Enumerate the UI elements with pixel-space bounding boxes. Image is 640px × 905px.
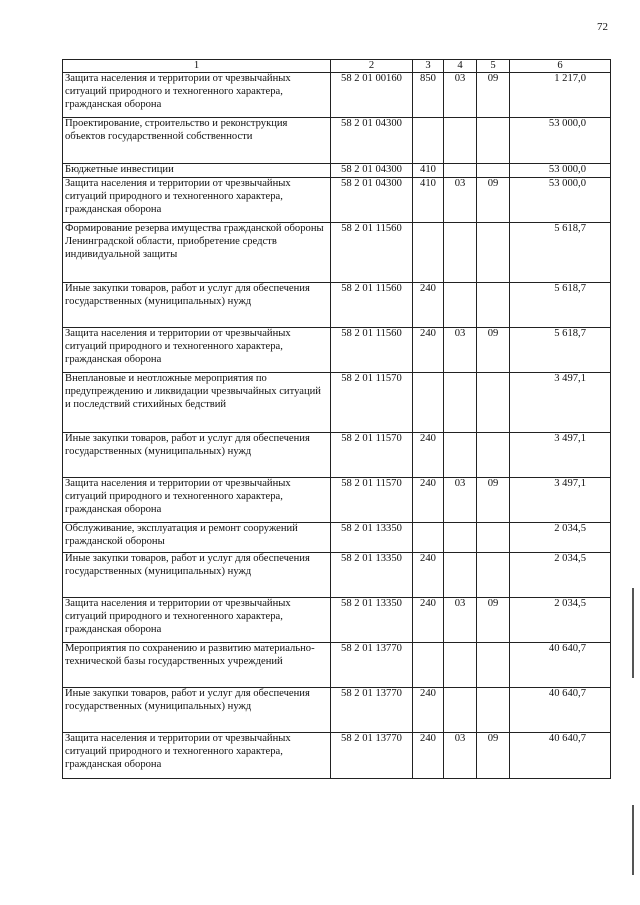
row-vr: 240 bbox=[413, 552, 444, 597]
header-col-5: 5 bbox=[477, 60, 510, 73]
row-rz: 03 bbox=[444, 327, 477, 372]
row-pr bbox=[477, 687, 510, 732]
row-pr bbox=[477, 222, 510, 282]
row-amount: 2 034,5 bbox=[510, 597, 611, 642]
row-name: Мероприятия по сохранению и развитию материально-технической базы государственных учреждений bbox=[63, 642, 331, 687]
header-col-4: 4 bbox=[444, 60, 477, 73]
row-rz bbox=[444, 432, 477, 477]
row-amount: 5 618,7 bbox=[510, 222, 611, 282]
table-row bbox=[63, 597, 611, 642]
table-row bbox=[63, 282, 611, 327]
row-pr: 09 bbox=[477, 477, 510, 522]
row-vr bbox=[413, 118, 444, 164]
table-row bbox=[63, 642, 611, 687]
row-name: Защита населения и территории от чрезвычайных ситуаций природного и техногенного характера, гражданская оборона bbox=[63, 477, 331, 522]
row-csr: 58 2 01 04300 bbox=[331, 177, 413, 222]
row-csr: 58 2 01 13770 bbox=[331, 687, 413, 732]
table-row bbox=[63, 372, 611, 432]
table-row bbox=[63, 177, 611, 222]
row-rz bbox=[444, 222, 477, 282]
row-pr: 09 bbox=[477, 732, 510, 778]
row-amount: 2 034,5 bbox=[510, 552, 611, 597]
row-name: Иные закупки товаров, работ и услуг для обеспечения государственных (муниципальных) нужд bbox=[63, 282, 331, 327]
row-rz bbox=[444, 372, 477, 432]
row-name: Внеплановые и неотложные мероприятия по предупреждению и ликвидации чрезвычайных ситуаций и последствий стихийных бедствий bbox=[63, 372, 331, 432]
row-amount: 53 000,0 bbox=[510, 118, 611, 164]
row-pr: 09 bbox=[477, 597, 510, 642]
row-pr bbox=[477, 282, 510, 327]
row-amount: 3 497,1 bbox=[510, 432, 611, 477]
row-name: Иные закупки товаров, работ и услуг для обеспечения государственных (муниципальных) нужд bbox=[63, 552, 331, 597]
row-vr: 850 bbox=[413, 73, 444, 118]
row-rz: 03 bbox=[444, 597, 477, 642]
row-csr: 58 2 01 13350 bbox=[331, 597, 413, 642]
row-name: Защита населения и территории от чрезвычайных ситуаций природного и техногенного характера, гражданская оборона bbox=[63, 73, 331, 118]
header-col-2: 2 bbox=[331, 60, 413, 73]
row-rz: 03 bbox=[444, 477, 477, 522]
row-vr: 240 bbox=[413, 282, 444, 327]
table-row bbox=[63, 552, 611, 597]
row-csr: 58 2 01 11570 bbox=[331, 372, 413, 432]
header-col-6: 6 bbox=[510, 60, 611, 73]
header-col-3: 3 bbox=[413, 60, 444, 73]
scan-edge-mark bbox=[632, 588, 634, 678]
row-csr: 58 2 01 13770 bbox=[331, 642, 413, 687]
row-name: Защита населения и территории от чрезвычайных ситуаций природного и техногенного характера, гражданская оборона bbox=[63, 327, 331, 372]
row-vr: 240 bbox=[413, 477, 444, 522]
row-name: Защита населения и территории от чрезвычайных ситуаций природного и техногенного характера, гражданская оборона bbox=[63, 177, 331, 222]
row-vr: 240 bbox=[413, 432, 444, 477]
table-row bbox=[63, 522, 611, 552]
row-rz bbox=[444, 282, 477, 327]
row-amount: 2 034,5 bbox=[510, 522, 611, 552]
row-vr: 410 bbox=[413, 177, 444, 222]
row-pr: 09 bbox=[477, 327, 510, 372]
table-row bbox=[63, 222, 611, 282]
row-csr: 58 2 01 11560 bbox=[331, 222, 413, 282]
row-vr: 240 bbox=[413, 687, 444, 732]
row-name: Бюджетные инвестиции bbox=[63, 164, 331, 178]
row-rz: 03 bbox=[444, 177, 477, 222]
row-pr bbox=[477, 432, 510, 477]
row-vr bbox=[413, 372, 444, 432]
row-vr: 240 bbox=[413, 597, 444, 642]
row-vr bbox=[413, 222, 444, 282]
row-csr: 58 2 01 04300 bbox=[331, 118, 413, 164]
row-pr bbox=[477, 642, 510, 687]
table-row bbox=[63, 327, 611, 372]
row-pr: 09 bbox=[477, 177, 510, 222]
row-amount: 1 217,0 bbox=[510, 73, 611, 118]
table-row bbox=[63, 164, 611, 178]
row-rz bbox=[444, 642, 477, 687]
row-csr: 58 2 01 13770 bbox=[331, 732, 413, 778]
header-row bbox=[63, 60, 611, 73]
row-csr: 58 2 01 04300 bbox=[331, 164, 413, 178]
row-rz bbox=[444, 118, 477, 164]
row-amount: 53 000,0 bbox=[510, 164, 611, 178]
row-rz bbox=[444, 687, 477, 732]
row-vr bbox=[413, 522, 444, 552]
budget-table bbox=[62, 59, 611, 779]
row-csr: 58 2 01 11560 bbox=[331, 282, 413, 327]
row-rz bbox=[444, 552, 477, 597]
row-rz bbox=[444, 522, 477, 552]
row-name: Защита населения и территории от чрезвычайных ситуаций природного и техногенного характера, гражданская оборона bbox=[63, 597, 331, 642]
row-name: Формирование резерва имущества гражданской обороны Ленинградской области, приобретение средств индивидуальной защиты bbox=[63, 222, 331, 282]
row-name: Иные закупки товаров, работ и услуг для обеспечения государственных (муниципальных) нужд bbox=[63, 432, 331, 477]
row-csr: 58 2 01 11570 bbox=[331, 477, 413, 522]
row-amount: 40 640,7 bbox=[510, 687, 611, 732]
row-name: Защита населения и территории от чрезвычайных ситуаций природного и техногенного характера, гражданская оборона bbox=[63, 732, 331, 778]
row-pr bbox=[477, 372, 510, 432]
row-rz: 03 bbox=[444, 732, 477, 778]
table-row bbox=[63, 118, 611, 164]
row-pr bbox=[477, 552, 510, 597]
header-col-1: 1 bbox=[63, 60, 331, 73]
row-amount: 5 618,7 bbox=[510, 282, 611, 327]
row-amount: 3 497,1 bbox=[510, 477, 611, 522]
row-pr bbox=[477, 118, 510, 164]
row-pr bbox=[477, 522, 510, 552]
scan-edge-mark bbox=[632, 805, 634, 875]
table-row bbox=[63, 732, 611, 778]
row-pr bbox=[477, 164, 510, 178]
table-row bbox=[63, 477, 611, 522]
row-vr bbox=[413, 642, 444, 687]
table-row bbox=[63, 73, 611, 118]
row-name: Проектирование, строительство и реконструкция объектов государственной собственности bbox=[63, 118, 331, 164]
row-amount: 5 618,7 bbox=[510, 327, 611, 372]
row-vr: 410 bbox=[413, 164, 444, 178]
row-vr: 240 bbox=[413, 327, 444, 372]
row-rz bbox=[444, 164, 477, 178]
row-pr: 09 bbox=[477, 73, 510, 118]
row-name: Обслуживание, эксплуатация и ремонт сооружений гражданской обороны bbox=[63, 522, 331, 552]
row-csr: 58 2 01 13350 bbox=[331, 522, 413, 552]
table-row bbox=[63, 687, 611, 732]
page-number: 72 bbox=[597, 21, 608, 33]
row-amount: 40 640,7 bbox=[510, 642, 611, 687]
table-row bbox=[63, 432, 611, 477]
row-csr: 58 2 01 11560 bbox=[331, 327, 413, 372]
row-rz: 03 bbox=[444, 73, 477, 118]
row-amount: 3 497,1 bbox=[510, 372, 611, 432]
row-name: Иные закупки товаров, работ и услуг для обеспечения государственных (муниципальных) нужд bbox=[63, 687, 331, 732]
row-csr: 58 2 01 00160 bbox=[331, 73, 413, 118]
row-csr: 58 2 01 13350 bbox=[331, 552, 413, 597]
row-amount: 40 640,7 bbox=[510, 732, 611, 778]
row-csr: 58 2 01 11570 bbox=[331, 432, 413, 477]
row-amount: 53 000,0 bbox=[510, 177, 611, 222]
row-vr: 240 bbox=[413, 732, 444, 778]
